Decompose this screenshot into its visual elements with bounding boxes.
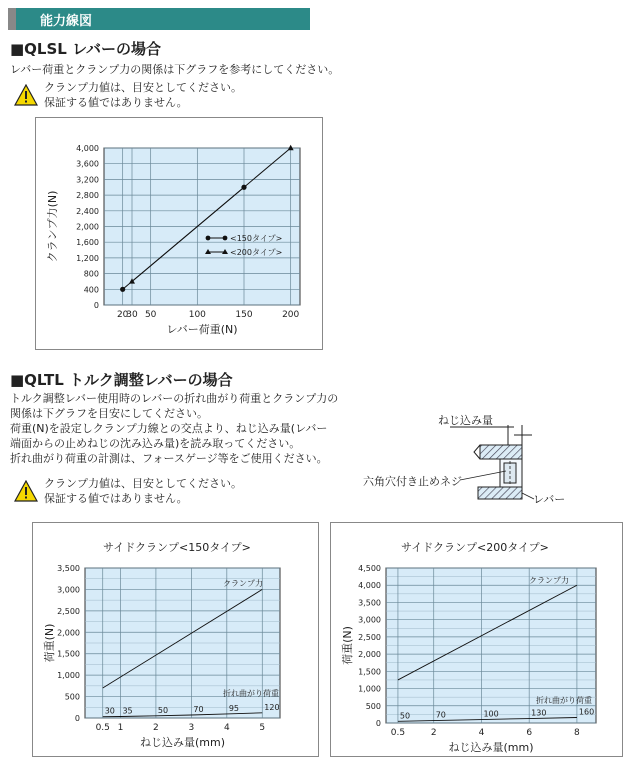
y-tick-label: 3,500 bbox=[57, 564, 80, 573]
x-axis-label: レバー荷重(N) bbox=[166, 323, 238, 336]
y-tick-label: 3,000 bbox=[358, 615, 381, 625]
qltl-line-1: トルク調整レバー使用時のレバーの折れ曲がり荷重とクランプ力の bbox=[10, 392, 339, 405]
y-axis-label: クランプ力(N) bbox=[46, 190, 59, 263]
bend-load-value: 50 bbox=[399, 711, 411, 721]
clamp-force-label: クランプ力 bbox=[223, 579, 263, 588]
x-tick-label: 100 bbox=[188, 310, 206, 320]
y-tick-label: 0 bbox=[375, 719, 381, 728]
chart-side-200-title: サイドクランプ<200タイプ> bbox=[401, 541, 549, 554]
legend-label-150: <150タイプ> bbox=[230, 234, 283, 243]
qltl-line-2: 関係は下グラフを目安にしてください。 bbox=[10, 407, 208, 420]
y-tick-label: 2,500 bbox=[358, 632, 381, 642]
y-tick-label: 1,000 bbox=[358, 684, 381, 694]
qltl-line-5: 折れ曲がり荷重の計測は、フォースゲージ等をご使用ください。 bbox=[10, 452, 328, 465]
y-tick-label: 4,000 bbox=[76, 144, 99, 153]
y-tick-label: 1,200 bbox=[76, 253, 99, 263]
diagram-label-screw: 六角穴付き止めネジ bbox=[363, 475, 462, 488]
chart-qlsl bbox=[36, 118, 324, 351]
legend-label-200: <200タイプ> bbox=[230, 248, 283, 257]
chart-side-150-title: サイドクランプ<150タイプ> bbox=[103, 541, 251, 554]
y-tick-label: 500 bbox=[64, 692, 80, 702]
x-tick-label: 150 bbox=[235, 310, 253, 320]
x-tick-label: 20 bbox=[116, 310, 129, 320]
qlsl-warning-2: 保証する値ではありません。 bbox=[44, 96, 188, 109]
y-tick-label: 3,600 bbox=[76, 159, 99, 169]
bend-load-value: 130 bbox=[531, 708, 547, 718]
diagram-label-depth: ねじ込み量 bbox=[438, 414, 493, 427]
chart-side-200 bbox=[331, 523, 624, 758]
x-tick-label: 3 bbox=[188, 723, 195, 733]
bend-load-label: 折れ曲がり荷重 bbox=[223, 689, 279, 698]
bend-load-value: 70 bbox=[193, 705, 204, 714]
x-axis-label: ねじ込み量(mm) bbox=[139, 736, 226, 749]
warning-icon bbox=[14, 480, 38, 502]
y-tick-label: 1,500 bbox=[57, 649, 80, 659]
qlsl-warning-1: クランプ力値は、目安としてください。 bbox=[44, 81, 242, 94]
bend-load-value: 50 bbox=[157, 705, 169, 715]
chart-side-150 bbox=[33, 523, 320, 758]
y-tick-label: 2,000 bbox=[76, 222, 99, 232]
qltl-warning-1: クランプ力値は、目安としてください。 bbox=[44, 477, 242, 490]
y-tick-label: 0 bbox=[74, 714, 80, 723]
qltl-line-4: 端面からの止めねじの沈み込み量)を読み取ってください。 bbox=[10, 437, 301, 450]
x-tick-label: 4 bbox=[478, 728, 485, 738]
y-tick-label: 2,000 bbox=[358, 650, 381, 660]
bend-load-value: 95 bbox=[228, 703, 240, 713]
bend-load-value: 100 bbox=[483, 709, 499, 719]
y-tick-label: 800 bbox=[83, 269, 99, 279]
x-tick-label: 0.5 bbox=[390, 728, 406, 738]
y-tick-label: 400 bbox=[83, 285, 99, 295]
chart-side-200-panel bbox=[330, 522, 623, 757]
data-point bbox=[120, 287, 125, 292]
bend-load-value: 120 bbox=[264, 702, 280, 712]
chart-side-150-panel bbox=[32, 522, 319, 757]
y-tick-label: 500 bbox=[365, 701, 381, 711]
x-tick-label: 30 bbox=[126, 310, 138, 320]
diagram-label-lever: レバー bbox=[533, 493, 566, 506]
y-tick-label: 4,000 bbox=[358, 581, 381, 591]
qlsl-intro: レバー荷重とクランプ力の関係は下グラフを参考にしてください。 bbox=[10, 63, 340, 76]
y-tick-label: 2,500 bbox=[57, 606, 80, 616]
chart-qlsl-panel bbox=[35, 117, 323, 350]
y-tick-label: 3,000 bbox=[57, 585, 80, 595]
qltl-heading: ■QLTL トルク調整レバーの場合 bbox=[10, 371, 233, 389]
bend-load-value: 30 bbox=[104, 706, 115, 716]
legend-marker-150 bbox=[223, 236, 228, 241]
x-axis-label: ねじ込み量(mm) bbox=[448, 741, 534, 754]
y-tick-label: 2,000 bbox=[57, 628, 80, 638]
clamp-force-label: クランプ力 bbox=[529, 576, 569, 585]
y-tick-label: 2,800 bbox=[76, 191, 99, 201]
y-axis-label: 荷重(N) bbox=[43, 623, 56, 663]
x-tick-label: 8 bbox=[574, 728, 580, 738]
qlsl-heading: ■QLSL レバーの場合 bbox=[10, 40, 162, 58]
bend-load-value: 160 bbox=[578, 707, 595, 717]
y-tick-label: 3,500 bbox=[358, 598, 381, 608]
x-tick-label: 1 bbox=[117, 723, 124, 733]
x-tick-label: 2 bbox=[153, 723, 159, 733]
y-tick-label: 1,500 bbox=[358, 667, 381, 677]
y-tick-label: 0 bbox=[93, 301, 99, 310]
section-title: 能力線図 bbox=[40, 14, 93, 29]
qltl-line-3: 荷重(N)を設定しクランプ力線との交点より、ねじ込み量(レバー bbox=[10, 422, 328, 435]
y-axis-label: 荷重(N) bbox=[341, 626, 354, 665]
lever-screw-diagram bbox=[360, 425, 560, 515]
y-tick-label: 2,400 bbox=[76, 206, 99, 216]
x-tick-label: 0.5 bbox=[95, 723, 110, 733]
warning-icon bbox=[14, 84, 38, 106]
x-tick-label: 6 bbox=[526, 728, 533, 738]
y-tick-label: 4,500 bbox=[358, 564, 381, 573]
y-tick-label: 3,200 bbox=[76, 175, 99, 185]
x-tick-label: 5 bbox=[259, 723, 266, 733]
legend-marker-150 bbox=[206, 236, 211, 241]
y-tick-label: 1,600 bbox=[76, 238, 99, 248]
x-tick-label: 2 bbox=[430, 728, 437, 738]
x-tick-label: 4 bbox=[223, 723, 230, 733]
qltl-warning-2: 保証する値ではありません。 bbox=[44, 492, 188, 505]
bend-load-value: 35 bbox=[122, 706, 133, 716]
bend-load-label: 折れ曲がり荷重 bbox=[536, 696, 592, 705]
bend-load-value: 70 bbox=[435, 710, 446, 720]
y-tick-label: 1,000 bbox=[57, 671, 80, 681]
x-tick-label: 50 bbox=[144, 310, 157, 320]
x-tick-label: 200 bbox=[282, 310, 300, 320]
section-header-marker bbox=[8, 8, 16, 30]
